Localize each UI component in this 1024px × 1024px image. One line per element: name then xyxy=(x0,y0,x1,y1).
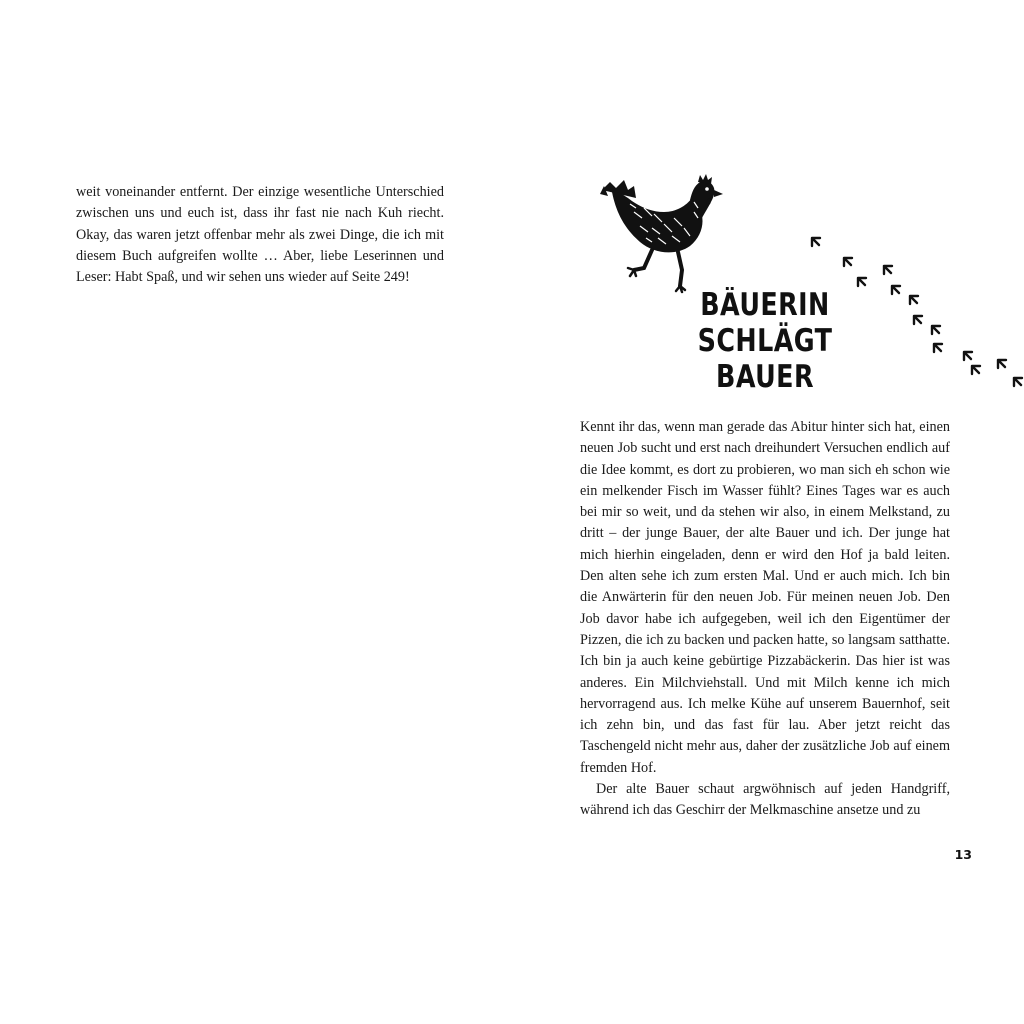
paragraph: Der alte Bauer schaut argwöhnisch auf jeden Handgriff, während ich das Geschirr der Melkmaschine ansetze und zu xyxy=(580,781,950,819)
chapter-title xyxy=(679,287,851,395)
hen-icon xyxy=(594,172,724,294)
paragraph: weit voneinander entfernt. Der einzige wesentliche Unterschied zwischen uns und euch ist, dass ihr fast nie nach Kuh riecht. Okay, das waren jetzt offenbar mehr als zwei Dinge, die ich mit diesem Buch aufgreifen wollte … Aber, liebe Leserinnen und Leser: Habt Spaß, und wir sehen uns wieder auf Seite 249! xyxy=(76,184,444,286)
right-page-text xyxy=(580,417,950,822)
left-page-text xyxy=(76,182,444,288)
chapter-title-line-1: BÄUERIN xyxy=(700,287,830,323)
paragraph: Kennt ihr das, wenn man gerade das Abitur hinter sich hat, einen neuen Job sucht und erst nach dreihundert Versuchen endlich auf die Idee kommt, es dort zu probieren, wo man sich eh schon wie ein melkender Fisch im Wasser fühlt? Eines Tages war es auch bei mir so weit, und da stehen wir also, in einem Melkstand, zu dritt – der junge Bauer, der alte Bauer und ich. Der junge hat mich hierhin eingeladen, denn er wird den Hof ja bald leiten. Den alten sehe ich zum ersten Mal. Und er auch mich. Ich bin die Anwärterin für den neuen Job. Für meinen neuen Job. Den Job davor habe ich aufgegeben, weil ich den Eigentümer der Pizzen, die ich zu backen und packen hatte, so langsam satthatte. Ich bin ja auch keine gebürtige Pizzabäckerin. Das hier ist was anderes. Ein Milchviehstall. Und mit Milch kenne ich mich hervorragend aus. Ich melke Kühe auf unserem Bauernhof, seit ich zehn bin, und das fast für lau. Aber jetzt reicht das Taschengeld nicht mehr aus, daher der zusätzliche Job auf einem fremden Hof. xyxy=(580,419,950,776)
right-page xyxy=(512,0,1024,1024)
page-number: 13 xyxy=(954,847,972,862)
chapter-title-line-2: SCHLÄGT BAUER xyxy=(697,323,833,395)
